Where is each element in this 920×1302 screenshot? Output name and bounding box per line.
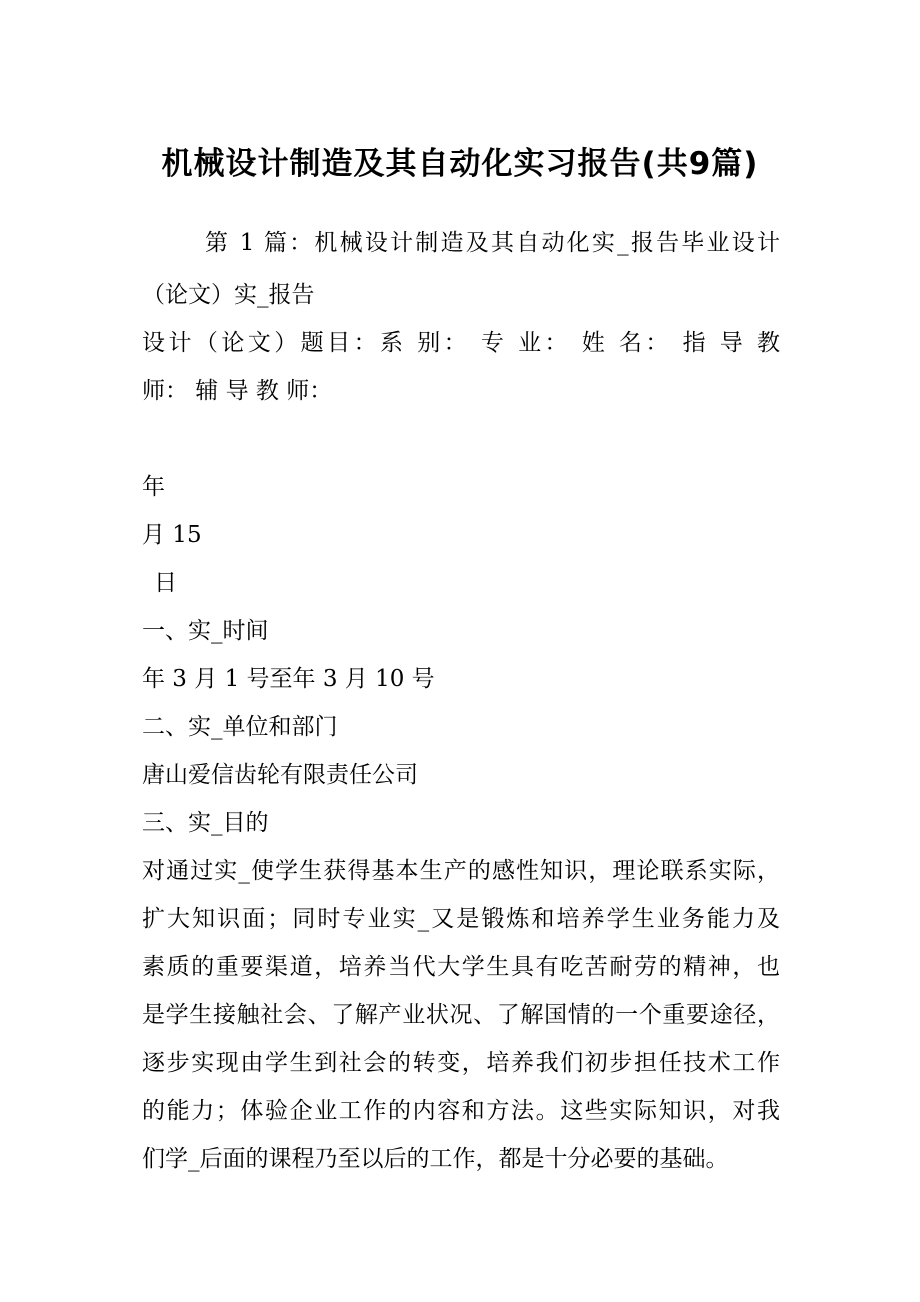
- date-year: 年: [142, 474, 165, 500]
- chapter-heading-line-1: 第 1 篇：机械设计制造及其自动化实_报告毕业设计: [205, 230, 780, 256]
- section-heading-unit: 二、实_单位和部门: [142, 714, 338, 740]
- chapter-heading-line-2: （论文）实_报告: [142, 282, 315, 308]
- section-text-time: 年 3 月 1 号至年 3 月 10 号: [142, 666, 435, 692]
- purpose-paragraph-line: 们学_后面的课程乃至以后的工作，都是十分必要的基础。: [142, 1146, 729, 1172]
- purpose-paragraph-line: 素质的重要渠道，培养当代大学生具有吃苦耐劳的精神，也: [142, 954, 780, 980]
- purpose-paragraph-line: 的能力；体验企业工作的内容和方法。这些实际知识，对我: [142, 1098, 780, 1124]
- cover-fields-line-2: 师： 辅 导 教 师：: [142, 378, 333, 404]
- cover-fields-line-1: 设计（论文）题目：系 别： 专 业： 姓 名： 指 导 教: [142, 330, 780, 356]
- section-heading-purpose: 三、实_目的: [142, 810, 269, 836]
- purpose-paragraph-line: 扩大知识面；同时专业实_又是锻炼和培养学生业务能力及: [142, 906, 780, 932]
- date-day: 日: [154, 570, 177, 596]
- date-month: 月 15: [142, 522, 202, 548]
- section-text-unit: 唐山爱信齿轮有限责任公司: [142, 762, 418, 788]
- purpose-paragraph-line: 逐步实现由学生到社会的转变，培养我们初步担任技术工作: [142, 1050, 780, 1076]
- section-heading-time: 一、实_时间: [142, 618, 269, 644]
- document-title: 机械设计制造及其自动化实习报告(共9篇): [161, 146, 759, 182]
- purpose-paragraph-line: 对通过实_使学生获得基本生产的感性知识，理论联系实际，: [142, 858, 780, 884]
- purpose-paragraph-line: 是学生接触社会、了解产业状况、了解国情的一个重要途径，: [142, 1002, 780, 1028]
